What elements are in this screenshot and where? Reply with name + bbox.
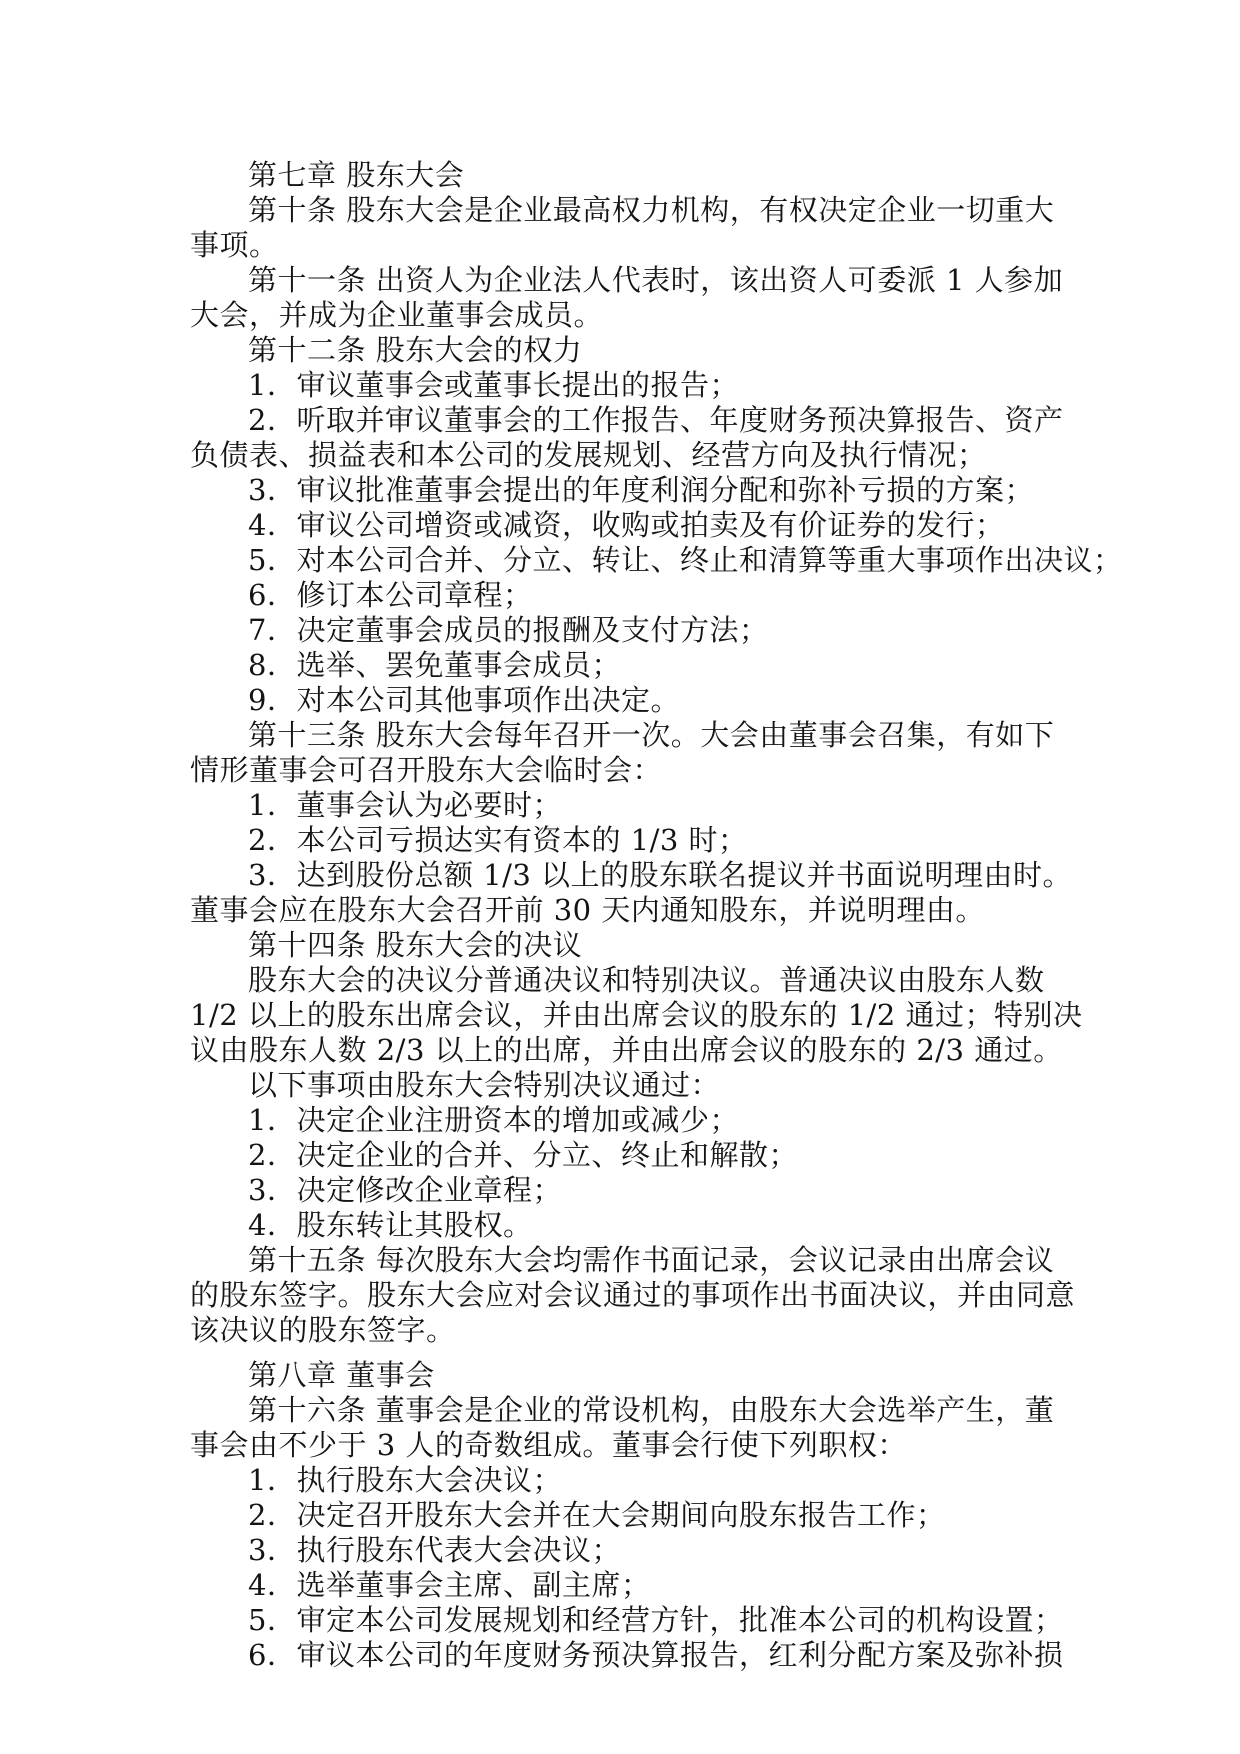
text-line: 3．决定修改企业章程； [248,1173,562,1207]
text-line: 3．达到股份总额 1/3 以上的股东联名提议并书面说明理由时。 [248,858,1073,892]
text-line: 该决议的股东签字。 [190,1313,456,1347]
text-line: 1．决定企业注册资本的增加或减少； [248,1103,739,1137]
text-line: 第十条 股东大会是企业最高权力机构，有权决定企业一切重大 [248,193,1055,227]
text-line: 2．决定企业的合并、分立、终止和解散； [248,1138,798,1172]
text-line: 1．执行股东大会决议； [248,1463,562,1497]
text-line: 3．执行股东代表大会决议； [248,1533,621,1567]
text-line: 2．本公司亏损达实有资本的 1/3 时； [248,823,748,857]
text-line: 第十三条 股东大会每年召开一次。大会由董事会召集，有如下 [248,718,1055,752]
text-line: 事会由不少于 3 人的奇数组成。董事会行使下列职权： [190,1428,907,1462]
text-line: 4．选举董事会主席、副主席； [248,1568,651,1602]
text-line: 的股东签字。股东大会应对会议通过的事项作出书面决议，并由同意 [190,1278,1076,1312]
text-line: 第十四条 股东大会的决议 [248,928,583,962]
text-line: 2．听取并审议董事会的工作报告、年度财务预决算报告、资产 [248,403,1064,437]
text-line: 第十二条 股东大会的权力 [248,333,583,367]
text-line: 1/2 以上的股东出席会议，并由出席会议的股东的 1/2 通过；特别决 [190,998,1083,1032]
text-line: 3．审议批准董事会提出的年度利润分配和弥补亏损的方案； [248,473,1034,507]
text-line: 负债表、损益表和本公司的发展规划、经营方向及执行情况； [190,438,987,472]
text-line: 第八章 董事会 [248,1358,435,1392]
paragraph-gap [190,1348,1070,1358]
text-line: 4．审议公司增资或减资，收购或拍卖及有价证券的发行； [248,508,1005,542]
text-line: 第十一条 出资人为企业法人代表时，该出资人可委派 1 人参加 [248,263,1064,297]
text-line: 5．对本公司合并、分立、转让、终止和清算等重大事项作出决议； [248,543,1123,577]
text-line: 大会，并成为企业董事会成员。 [190,298,604,332]
text-line: 第七章 股东大会 [248,158,465,192]
text-line: 1．董事会认为必要时； [248,788,562,822]
text-line: 2．决定召开股东大会并在大会期间向股东报告工作； [248,1498,946,1532]
text-line: 股东大会的决议分普通决议和特别决议。普通决议由股东人数 [248,963,1045,997]
text-line: 董事会应在股东大会召开前 30 天内通知股东，并说明理由。 [190,893,985,927]
text-line: 事项。 [190,228,279,262]
text-line: 1．审议董事会或董事长提出的报告； [248,368,739,402]
text-line: 7．决定董事会成员的报酬及支付方法； [248,613,769,647]
text-line: 情形董事会可召开股东大会临时会： [190,753,663,787]
text-line: 4．股东转让其股权。 [248,1208,533,1242]
document-body [190,158,1123,1673]
text-line: 6．修订本公司章程； [248,578,533,612]
text-line: 6．审议本公司的年度财务预决算报告，红利分配方案及弥补损 [248,1638,1064,1672]
text-line: 议由股东人数 2/3 以上的出席，并由出席会议的股东的 2/3 通过。 [190,1033,1063,1067]
text-line: 第十五条 每次股东大会均需作书面记录，会议记录由出席会议 [248,1243,1055,1277]
text-line: 以下事项由股东大会特别决议通过： [248,1068,721,1102]
text-line: 5．审定本公司发展规划和经营方针，批准本公司的机构设置； [248,1603,1064,1637]
text-line: 第十六条 董事会是企业的常设机构，由股东大会选举产生，董 [248,1393,1055,1427]
text-line: 9．对本公司其他事项作出决定。 [248,683,680,717]
text-line: 8．选举、罢免董事会成员； [248,648,621,682]
